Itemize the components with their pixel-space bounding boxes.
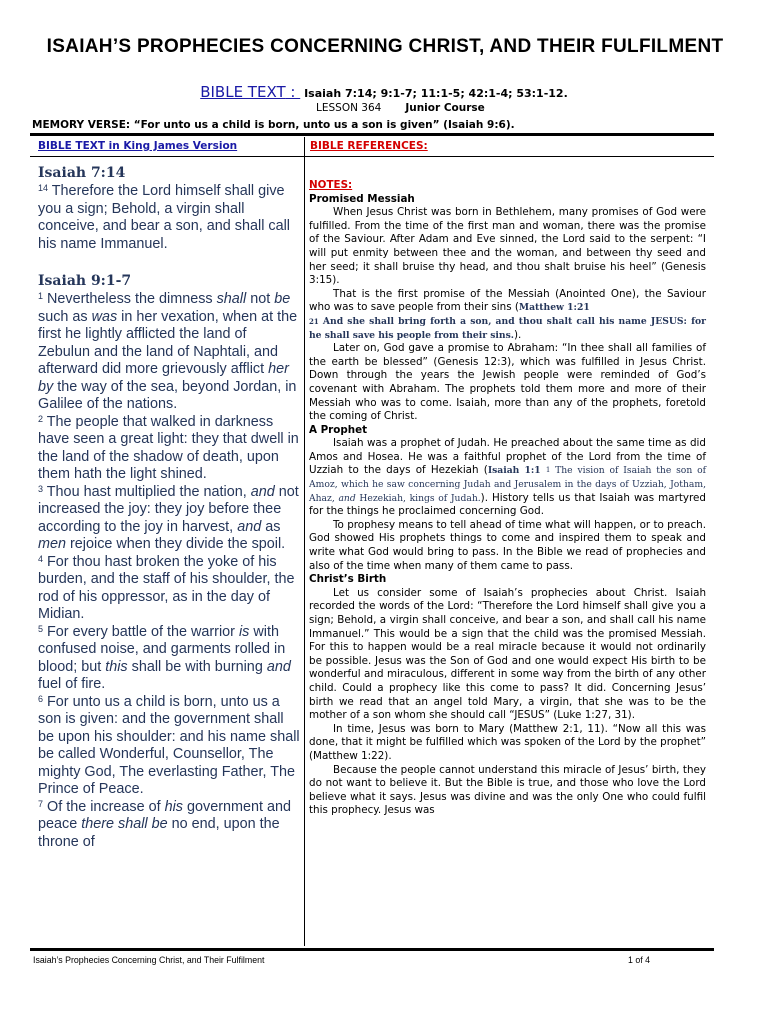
scripture-quote: The vision of Isaiah the son of Amoz, which he saw concerning Judah and Jerusalem in the days of Uzziah, Jotham, Ahaz, (309, 465, 707, 504)
verse-number: 2 (38, 413, 44, 424)
verse: $^3$ Thou hast multiplied the nation, and not increased the joy: they joy before thee according to the joy in harvest, and as men rejoice when they divide the spoil. (38, 483, 299, 552)
notes-heading: NOTES: (309, 179, 353, 191)
spacer (38, 253, 300, 271)
verse-number: 1 (38, 291, 44, 301)
passage-heading: Isaiah 7:14 (38, 165, 126, 181)
course-name: Junior Course (405, 102, 485, 114)
page-title: ISAIAH’S PROPHECIES CONCERNING CHRIST, AND THEIR FULFILMENT (46, 36, 724, 57)
scripture-reference: Isaiah 1:1 (487, 465, 541, 477)
verse-number: 4 (38, 553, 44, 564)
verse-number: 6 (38, 693, 44, 704)
footer-title: Isaiah’s Prophecies Concerning Christ, and Their Fulfilment (33, 955, 265, 965)
paragraph: Because the people cannot understand this miracle of Jesus’ birth, they do not want to believe it. But the Bible is true, and those who love the Lord believe what it says. Jesus was divine and was the only One who could fulfil this prophecy. Jesus was (309, 763, 706, 817)
right-column-header: BIBLE REFERENCES: (310, 140, 428, 152)
memory-verse: MEMORY VERSE: “For unto us a child is born, unto us a son is given” (Isaiah 9:6). (32, 119, 515, 131)
verse-number: 7 (38, 798, 44, 809)
verse: $^{14}$ Therefore the Lord himself shall give you a sign; Behold, a virgin shall conceive, and bear a son, and shall call his name Immanuel. (38, 183, 290, 252)
section-heading: A Prophet (309, 423, 368, 436)
header-rule (30, 133, 714, 136)
page-number: 1 of 4 (628, 955, 651, 965)
paragraph: Let us consider some of Isaiah’s prophecies about Christ. Isaiah recorded the words of the Lord: “Therefore the Lord himself shall give you a sign; Behold, a virgin shall conceive, and bear a son, and shall call his name Immanuel.” This would be a sign that the child was the promised Messiah. For this to happen would be a real miracle because it would not ordinarily be possible. Jesus was the Son of God and one would expect His birth to be wonderful and miraculous, different in some way from the birth of any other child. Could a prophecy like this come to pass? It did. Concerning Jesus’ birth we read that an angel told Mary, a virgin, that she was to be the mother of a son whom she should call “JESUS” (Luke 1:27, 31). (309, 586, 706, 722)
verse-number: 3 (38, 483, 44, 494)
paragraph: In time, Jesus was born to Mary (Matthew 2:1, 11). “Now all this was done, that it might be fulfilled which was spoken of the Lord by the prophet” (Matthew 1:22). (309, 722, 706, 762)
bible-text-references: Isaiah 7:14; 9:1-7; 11:1-5; 42:1-4; 53:1-12. (304, 87, 568, 100)
verse-number: 5 (38, 623, 44, 634)
paragraph: When Jesus Christ was born in Bethlehem, many promises of God were fulfilled. From the time of the first man and woman, there was the promise of the Saviour. After Adam and Eve sinned, the Lord said to the serpent: “I will put enmity between thee and the woman, and between thy seed and her seed; it shall bruise thy head, and thou shalt bruise his heel” (Genesis 3:15). (309, 206, 706, 287)
scripture-quote: And she shall bring forth a son, and thou shalt call his name JESUS: for he shall save his people from their sins. (309, 315, 706, 341)
bible-text-label: BIBLE TEXT (200, 83, 286, 101)
verse: $^4$ For thou hast broken the yoke of his burden, and the staff of his shoulder, the rod of his oppressor, as in the day of Midian. (38, 553, 295, 622)
bible-text-line (0, 83, 768, 101)
verse: $^6$ For unto us a child is born, unto us a son is given: and the government shall be upon his shoulder: and his name shall be called Wonderful, Counsellor, The mighty God, The everlasting Father, The Prince of Peace. (38, 693, 300, 797)
scripture-reference: Matthew 1:21 (518, 302, 590, 314)
paragraph: That is the first promise of the Messiah (Anointed One), the Saviour who was to save people from their sins (Matthew 1:21 $^{21}$ And she shall bring forth a son, and thou shalt call his name JESUS: for he shall save his people from their sins.). (309, 287, 706, 341)
lesson-line (316, 102, 485, 114)
bible-text-column (38, 163, 300, 851)
left-column-header: BIBLE TEXT in King James Version (38, 140, 238, 152)
lesson-number: LESSON 364 (316, 102, 382, 114)
paragraph: To prophesy means to tell ahead of time what will happen, or to preach. God showed His prophets things to come and inspired them to speak and write what God would bring to pass. In the Bible we read of prophecies and also of the time when many of them came to pass. (309, 518, 706, 572)
footer-rule (30, 948, 714, 951)
verse: $^2$ The people that walked in darkness have seen a great light: they that dwell in the land of the shadow of death, upon them hath the light shined. (38, 413, 299, 482)
passage-heading: Isaiah 9:1-7 (38, 273, 132, 289)
verse: $^7$ Of the increase of his government and peace there shall be no end, upon the throne of (38, 798, 292, 850)
verse: $^5$ For every battle of the warrior is with confused noise, and garments rolled in blood; but this shall be with burning and fuel of fire. (38, 623, 291, 692)
paragraph: Isaiah was a prophet of Judah. He preached about the same time as did Amos and Hosea. He was a faithful prophet of the Lord from the time of Uzziah to the days of Hezekiah (Isaiah 1:1 $^1$ The vision of Isaiah the son of Amoz, which he saw concerning Judah and Jerusalem in the days of Uzziah, Jotham, Ahaz, and Hezekiah, kings of Judah.). History tells us that Isaiah was martyred for the things he proclaimed concerning God. (309, 437, 707, 518)
notes-column (309, 179, 706, 818)
column-header-rule (30, 156, 714, 157)
paragraph: Later on, God gave a promise to Abraham: “In thee shall all families of the earth be blessed” (Genesis 12:3), which was fulfilled in Jesus Christ. Down through the years the Jewish people were reminded of God’s covenant with Abraham. The prophets told them more and more of their Messiah who was to come. Isaiah, more than any of the prophets, foretold the coming of Christ. (309, 342, 706, 423)
bible-text-colon: : (285, 83, 301, 101)
column-divider (304, 137, 305, 946)
section-heading: Christ’s Birth (309, 573, 387, 586)
verse: $^1$ Nevertheless the dimness shall not be such as was in her vexation, when at the first he lightly afflicted the land of Zebulun and the land of Naphtali, and afterward did more grievously afflict her by the way of the sea, beyond Jordan, in Galilee of the nations. (38, 291, 298, 412)
section-heading: Promised Messiah (309, 192, 415, 205)
verse-number: 14 (38, 183, 49, 193)
